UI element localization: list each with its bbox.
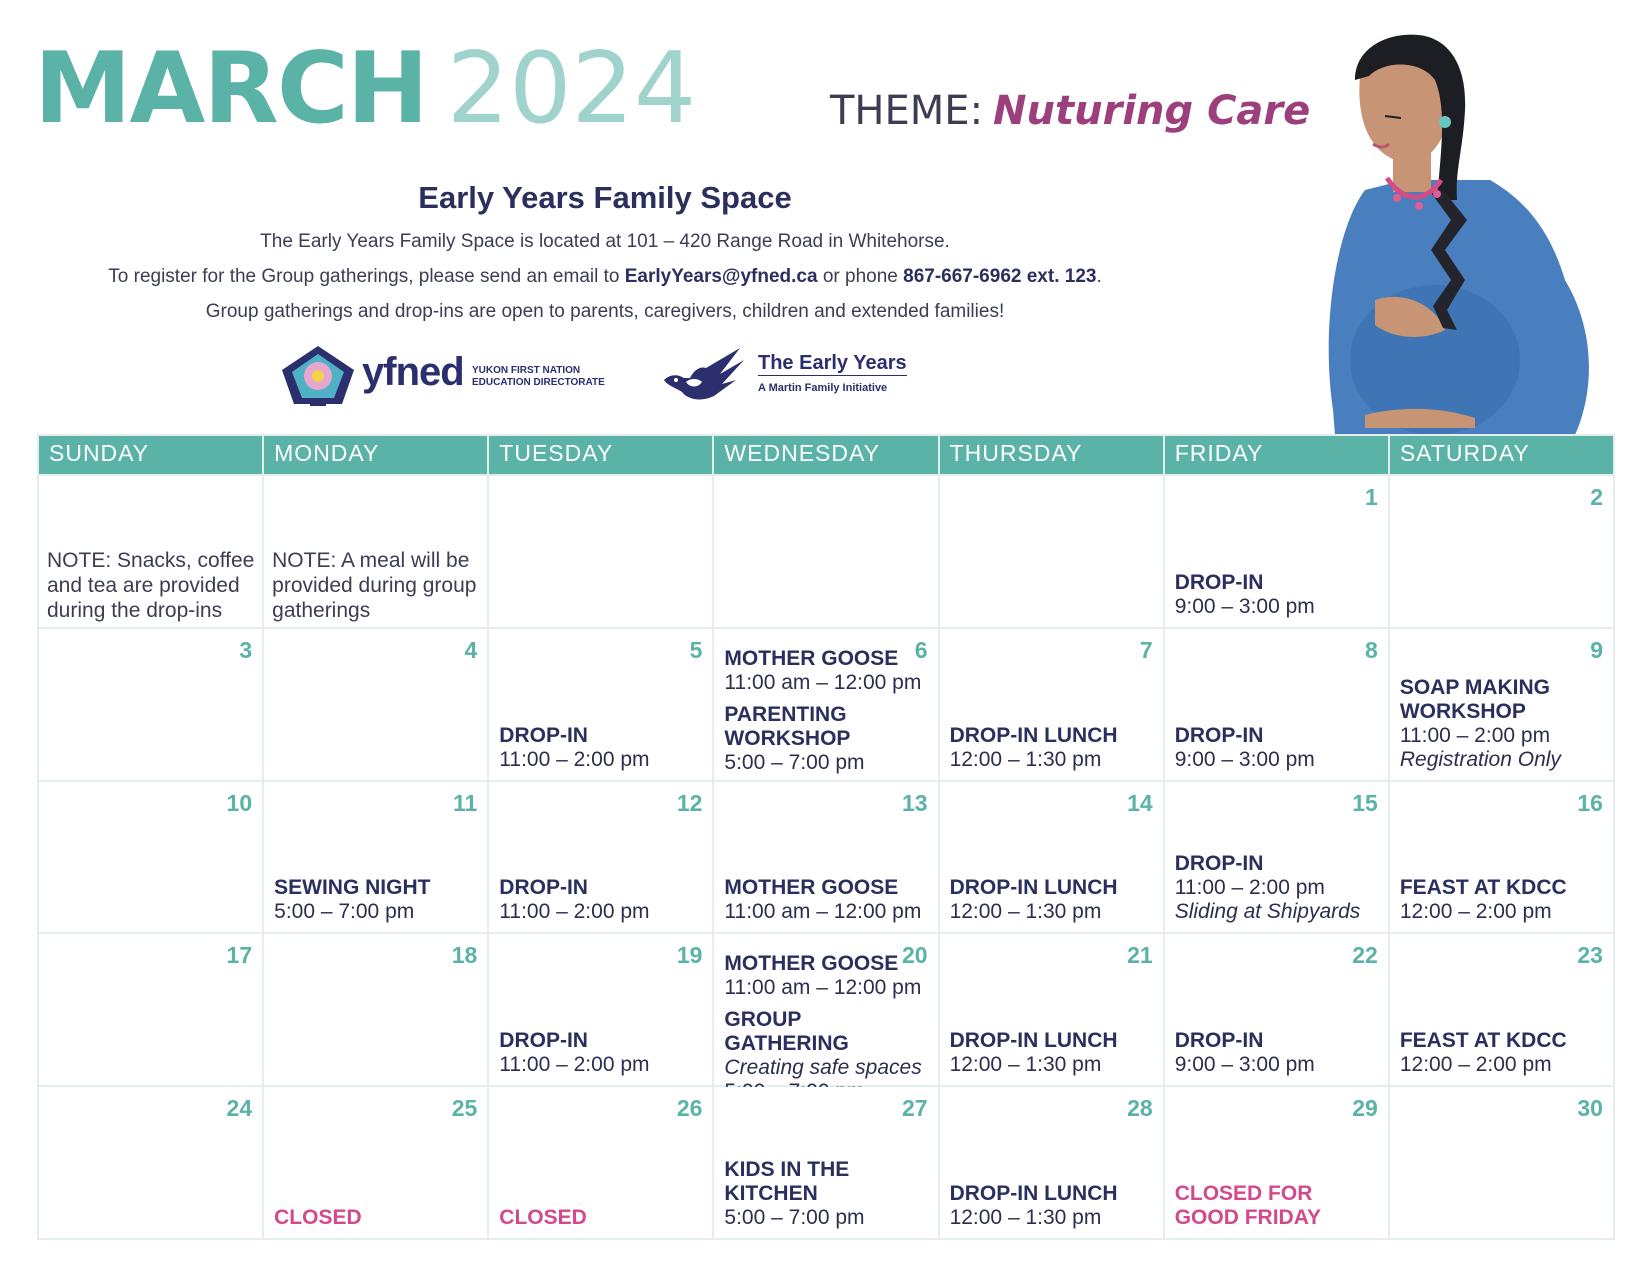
day-cell-5[interactable]	[489, 629, 712, 780]
event-time: 9:00 – 3:00 pm	[1174, 1053, 1315, 1077]
event-time: 11:00 – 2:00 pm	[499, 1053, 650, 1077]
day-number: 17	[226, 942, 253, 969]
day-number: 13	[901, 789, 928, 816]
info-registration: To register for the Group gatherings, please send an email to EarlyYears@yfned.ca or phone 867-667-6962 ext. 123.	[108, 266, 1102, 287]
day-number: 6	[914, 636, 928, 663]
event	[724, 876, 929, 924]
closed-label: CLOSED	[274, 1206, 362, 1229]
day-cell-21[interactable]	[940, 934, 1163, 1085]
day-cell-17[interactable]	[39, 934, 262, 1085]
early-years-logo	[660, 344, 907, 410]
day-cell-28[interactable]	[940, 1087, 1163, 1238]
day-cell-1[interactable]	[1165, 476, 1388, 627]
event-title: SEWING NIGHT	[274, 876, 431, 900]
event-title: MOTHER GOOSE	[724, 952, 899, 976]
day-number: 4	[464, 636, 478, 663]
day-cell-8[interactable]	[1165, 629, 1388, 780]
event-title: DROP-IN LUNCH	[949, 876, 1118, 900]
event-time: 12:00 – 2:00 pm	[1399, 1053, 1552, 1077]
theme-heading	[830, 88, 1310, 134]
event-time: 12:00 – 2:00 pm	[1399, 900, 1552, 924]
event-title: DROP-IN	[499, 1029, 588, 1053]
day-cell-12[interactable]	[489, 782, 712, 933]
yfned-emblem-icon	[280, 344, 356, 410]
day-number: 14	[1127, 789, 1153, 816]
yfned-logo	[280, 344, 605, 410]
event-title: DROP-IN	[1174, 1029, 1264, 1053]
event-title: DROP-IN	[1174, 852, 1264, 876]
yfned-wordmark: yfned	[362, 350, 464, 394]
day-cell-25[interactable]	[264, 1087, 487, 1238]
event-time: 12:00 – 1:30 pm	[949, 1206, 1102, 1229]
event	[1175, 571, 1380, 619]
yfned-subtitle: YUKON FIRST NATION EDUCATION DIRECTORATE	[472, 365, 605, 388]
event-time: 11:00 – 2:00 pm	[499, 747, 650, 771]
event-title: DROP-IN	[1174, 570, 1264, 594]
note-cell-monday	[264, 476, 487, 627]
empty-cell	[940, 476, 1163, 627]
day-number: 16	[1577, 789, 1603, 816]
event	[950, 1029, 1155, 1077]
event-time: 9:00 – 3:00 pm	[1174, 747, 1315, 771]
day-cell-16[interactable]	[1390, 782, 1613, 933]
event	[724, 1158, 929, 1230]
day-number: 15	[1352, 789, 1378, 816]
event-title: FEAST AT KDCC	[1399, 1029, 1567, 1053]
day-number: 26	[676, 1095, 703, 1122]
info-block	[60, 180, 1150, 335]
event-title: FEAST AT KDCC	[1399, 876, 1567, 900]
event-time: 11:00 – 2:00 pm	[1174, 876, 1325, 900]
event-title: DROP-IN LUNCH	[949, 1182, 1118, 1205]
day-cell-23[interactable]	[1390, 934, 1613, 1085]
info-title: Early Years Family Space	[418, 180, 792, 215]
event	[499, 876, 704, 924]
day-number: 18	[451, 942, 478, 969]
event	[950, 1182, 1155, 1230]
day-header-thursday: THURSDAY	[940, 436, 1163, 474]
early-years-title: The Early Years	[758, 352, 907, 374]
event-title: DROP-IN	[499, 723, 588, 747]
email-link[interactable]: EarlyYears@yfned.ca	[624, 266, 818, 287]
day-cell-27[interactable]	[714, 1087, 937, 1238]
day-number: 7	[1139, 636, 1153, 663]
event-note: Sliding at Shipyards	[1174, 900, 1361, 924]
day-number: 11	[452, 789, 478, 816]
day-cell-11[interactable]	[264, 782, 487, 933]
day-cell-13[interactable]	[714, 782, 937, 933]
day-cell-19[interactable]	[489, 934, 712, 1085]
day-number: 25	[451, 1095, 478, 1122]
event-title: SOAP MAKING WORKSHOP	[1399, 675, 1550, 723]
day-cell-14[interactable]	[940, 782, 1163, 933]
day-cell-24[interactable]	[39, 1087, 262, 1238]
day-cell-2[interactable]	[1390, 476, 1613, 627]
day-number: 19	[676, 942, 703, 969]
day-cell-6[interactable]	[714, 629, 937, 780]
note-snacks: NOTE: Snacks, coffee and tea are provided during the drop-ins	[47, 548, 255, 622]
event-time: 12:00 – 1:30 pm	[949, 1053, 1102, 1077]
day-cell-26[interactable]	[489, 1087, 712, 1238]
event	[274, 1206, 479, 1230]
day-cell-7[interactable]	[940, 629, 1163, 780]
day-number: 22	[1352, 942, 1378, 969]
event-title: DROP-IN	[499, 876, 588, 900]
event-time: 5:00 – 7:00 pm	[274, 900, 415, 924]
day-cell-20[interactable]	[714, 934, 937, 1085]
pregnant-woman-illustration	[1325, 30, 1615, 435]
event	[499, 724, 704, 772]
event	[499, 1206, 704, 1230]
event-title: DROP-IN LUNCH	[949, 723, 1118, 747]
event-note: Registration Only	[1399, 747, 1561, 771]
event-note: Creating safe spaces	[724, 1056, 922, 1080]
event	[499, 1029, 704, 1077]
empty-cell	[489, 476, 712, 627]
day-number: 27	[901, 1095, 928, 1122]
day-number: 30	[1577, 1095, 1603, 1122]
day-number: 24	[226, 1095, 253, 1122]
day-number: 28	[1127, 1095, 1153, 1122]
event-title: GROUP GATHERING	[724, 1008, 849, 1056]
day-header-saturday: SATURDAY	[1390, 436, 1613, 474]
page-title	[34, 32, 697, 146]
day-number: 9	[1590, 636, 1603, 663]
event	[1175, 1182, 1380, 1230]
event-title: DROP-IN LUNCH	[949, 1029, 1118, 1053]
event-time: 9:00 – 3:00 pm	[1174, 594, 1315, 618]
calendar-grid	[37, 434, 1615, 1240]
event-time: 11:00 am – 12:00 pm	[724, 670, 922, 694]
day-number: 20	[901, 942, 928, 969]
day-header-tuesday: TUESDAY	[489, 436, 712, 474]
event	[1400, 676, 1605, 772]
day-number: 8	[1365, 636, 1378, 663]
day-cell-3[interactable]	[39, 629, 262, 780]
event-time: 12:00 – 1:30 pm	[949, 747, 1102, 771]
note-meal: NOTE: A meal will be provided during group gatherings	[272, 548, 477, 622]
event-title: MOTHER GOOSE	[724, 876, 899, 900]
event-title: DROP-IN	[1174, 723, 1264, 747]
day-cell-22[interactable]	[1165, 934, 1388, 1085]
logos-row	[280, 344, 920, 410]
empty-cell	[714, 476, 937, 627]
event-time: 11:00 am – 12:00 pm	[724, 976, 922, 1000]
theme-label: THEME:	[830, 88, 984, 134]
note-cell-sunday	[39, 476, 262, 627]
event-time: 12:00 – 1:30 pm	[949, 900, 1102, 924]
event-title: KIDS IN THE KITCHEN	[724, 1158, 850, 1205]
event	[1175, 852, 1380, 924]
day-cell-30[interactable]	[1390, 1087, 1613, 1238]
event	[1175, 724, 1380, 772]
event-time: 5:00 – 7:00 pm	[724, 1206, 865, 1229]
day-number: 12	[676, 789, 703, 816]
early-years-subtitle: A Martin Family Initiative	[758, 382, 888, 394]
year-label: 2024	[446, 32, 697, 146]
day-cell-4[interactable]	[264, 629, 487, 780]
day-number: 21	[1127, 942, 1153, 969]
phone-number: 867-667-6962 ext. 123	[903, 266, 1097, 287]
day-cell-9[interactable]	[1390, 629, 1613, 780]
day-number: 29	[1352, 1095, 1378, 1122]
closed-label: CLOSED	[499, 1206, 587, 1229]
event-time: 11:00 am – 12:00 pm	[724, 900, 922, 924]
event	[1400, 876, 1605, 924]
event-title: MOTHER GOOSE	[724, 646, 899, 670]
event	[950, 724, 1155, 772]
day-number: 1	[1365, 484, 1378, 510]
day-cell-10[interactable]	[39, 782, 262, 933]
day-number: 10	[226, 789, 253, 816]
event	[1175, 1029, 1380, 1077]
bird-hand-icon	[660, 344, 750, 410]
day-number: 23	[1577, 942, 1603, 969]
info-location: The Early Years Family Space is located at 101 – 420 Range Road in Whitehorse.	[260, 231, 950, 252]
event-time: 11:00 – 2:00 pm	[499, 900, 650, 924]
event	[950, 876, 1155, 924]
day-header-sunday: SUNDAY	[39, 436, 262, 474]
event-time: 11:00 – 2:00 pm	[1399, 723, 1551, 747]
month-label: MARCH	[34, 32, 427, 146]
event	[274, 876, 479, 924]
event-title: PARENTING WORKSHOP	[724, 702, 851, 750]
info-audience: Group gatherings and drop-ins are open to parents, caregivers, children and extended families!	[205, 301, 1005, 322]
day-number: 5	[689, 636, 703, 663]
closed-label: CLOSED FOR GOOD FRIDAY	[1174, 1182, 1321, 1229]
day-number: 2	[1590, 484, 1603, 510]
day-header-friday: FRIDAY	[1165, 436, 1388, 474]
day-cell-18[interactable]	[264, 934, 487, 1085]
theme-value: Nuturing Care	[993, 88, 1311, 134]
event	[1400, 1029, 1605, 1077]
event-time: 5:00 – 7:00 pm	[724, 750, 865, 774]
day-cell-15[interactable]	[1165, 782, 1388, 933]
event-list	[724, 647, 929, 775]
day-number: 3	[239, 636, 253, 663]
day-header-wednesday: WEDNESDAY	[714, 436, 937, 474]
event-list	[724, 952, 929, 1104]
day-cell-29[interactable]	[1165, 1087, 1388, 1238]
day-header-monday: MONDAY	[264, 436, 487, 474]
